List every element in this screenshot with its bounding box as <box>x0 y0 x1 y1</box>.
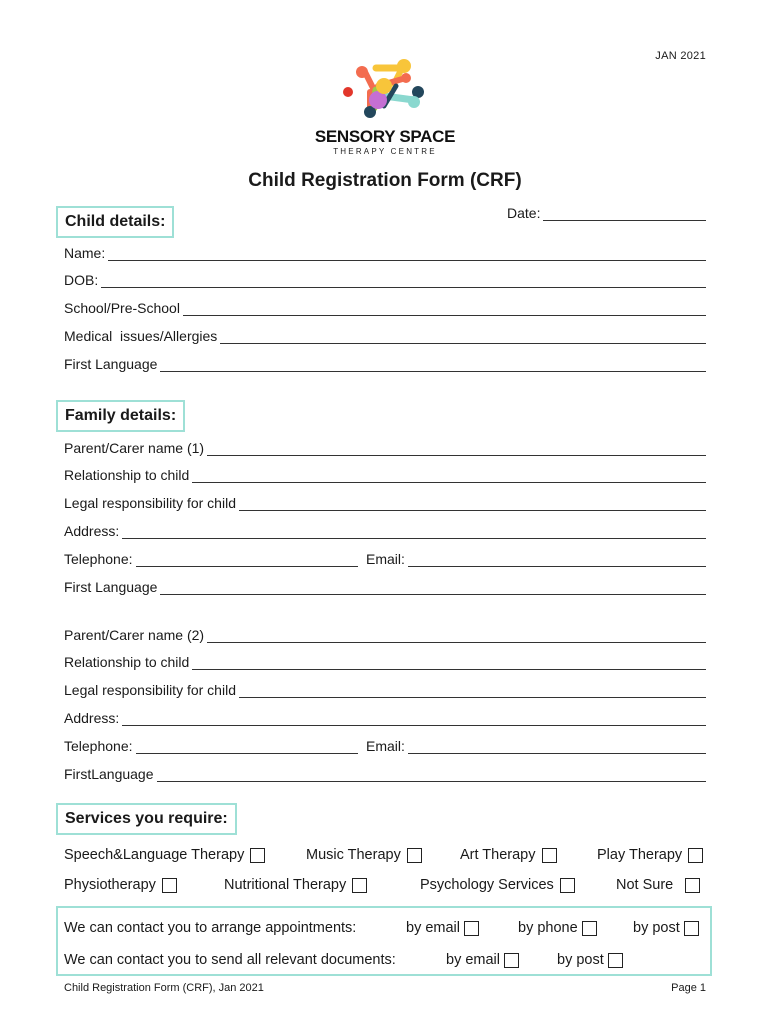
appt-post-checkbox[interactable] <box>684 921 699 936</box>
parent2-email-label: Email: <box>366 738 405 754</box>
child-name-line[interactable] <box>108 246 706 261</box>
parent2-language-label: FirstLanguage <box>64 766 154 782</box>
parent2-address-line[interactable] <box>122 711 706 726</box>
parent1-email-label: Email: <box>366 551 405 567</box>
appt-phone-checkbox[interactable] <box>582 921 597 936</box>
service-art[interactable] <box>460 847 557 863</box>
child-dob-field[interactable] <box>64 270 706 288</box>
service-music[interactable] <box>306 847 422 863</box>
parent1-name-line[interactable] <box>207 441 706 456</box>
parent2-address-field[interactable] <box>64 708 706 726</box>
appt-email-option[interactable] <box>406 920 479 936</box>
service-not-sure-label: Not Sure <box>616 877 674 893</box>
parent1-telephone-label: Telephone: <box>64 551 133 567</box>
contact-appointments-label: We can contact you to arrange appointments: <box>64 920 357 936</box>
child-language-label: First Language <box>64 356 158 372</box>
parent2-name-field[interactable] <box>64 625 706 643</box>
service-nutrition-checkbox[interactable] <box>352 878 367 893</box>
service-not-sure[interactable] <box>616 877 700 893</box>
parent1-telephone-line[interactable] <box>136 552 358 567</box>
docs-post-option[interactable] <box>557 952 623 968</box>
docs-post-label: by post <box>557 952 604 968</box>
child-dob-line[interactable] <box>101 273 706 288</box>
service-psychology[interactable] <box>420 877 575 893</box>
service-physio[interactable] <box>64 877 177 893</box>
parent2-telephone-line[interactable] <box>136 739 358 754</box>
appt-email-label: by email <box>406 920 460 936</box>
parent1-address-field[interactable] <box>64 521 706 539</box>
service-nutrition-label: Nutritional Therapy <box>224 877 347 893</box>
child-medical-line[interactable] <box>220 329 706 344</box>
service-psychology-checkbox[interactable] <box>560 878 575 893</box>
parent1-language-line[interactable] <box>160 580 706 595</box>
parent2-relationship-field[interactable] <box>64 652 706 670</box>
appt-post-option[interactable] <box>633 920 699 936</box>
parent2-relationship-label: Relationship to child <box>64 654 190 670</box>
child-school-label: School/Pre-School <box>64 300 180 316</box>
service-speech-label: Speech&Language Therapy <box>64 847 245 863</box>
service-music-checkbox[interactable] <box>407 848 422 863</box>
service-physio-checkbox[interactable] <box>162 878 177 893</box>
contact-documents-label: We can contact you to send all relevant documents: <box>64 952 396 968</box>
service-art-label: Art Therapy <box>460 847 536 863</box>
parent2-name-line[interactable] <box>207 628 706 643</box>
parent2-relationship-line[interactable] <box>192 655 706 670</box>
date-label: Date: <box>507 205 541 221</box>
date-line[interactable] <box>543 206 706 221</box>
appt-post-label: by post <box>633 920 680 936</box>
parent1-relationship-field[interactable] <box>64 465 706 483</box>
parent2-language-line[interactable] <box>157 767 706 782</box>
child-language-field[interactable] <box>64 354 706 372</box>
parent1-relationship-line[interactable] <box>192 468 706 483</box>
parent2-telephone-label: Telephone: <box>64 738 133 754</box>
brand-name: SENSORY SPACE <box>314 127 456 146</box>
child-school-line[interactable] <box>183 301 706 316</box>
parent2-email-line[interactable] <box>408 739 706 754</box>
docs-email-label: by email <box>446 952 500 968</box>
docs-post-checkbox[interactable] <box>608 953 623 968</box>
service-psychology-label: Psychology Services <box>420 877 554 893</box>
service-physio-label: Physiotherapy <box>64 877 156 893</box>
appt-phone-option[interactable] <box>518 920 597 936</box>
parent1-legal-line[interactable] <box>239 496 706 511</box>
parent2-legal-line[interactable] <box>239 683 706 698</box>
date-field[interactable] <box>507 203 706 221</box>
child-medical-field[interactable] <box>64 326 706 344</box>
parent1-language-field[interactable] <box>64 577 706 595</box>
form-title: Child Registration Form (CRF) <box>248 170 522 191</box>
appt-phone-label: by phone <box>518 920 578 936</box>
parent1-name-field[interactable] <box>64 438 706 456</box>
parent1-email-line[interactable] <box>408 552 706 567</box>
service-art-checkbox[interactable] <box>542 848 557 863</box>
service-not-sure-checkbox[interactable] <box>685 878 700 893</box>
section-family-details: Family details: <box>56 400 185 432</box>
parent2-name-label: Parent/Carer name (2) <box>64 627 205 643</box>
service-speech-checkbox[interactable] <box>250 848 265 863</box>
parent2-telephone-field[interactable] <box>64 736 358 754</box>
service-play[interactable] <box>597 847 703 863</box>
header-date: JAN 2021 <box>655 50 706 62</box>
section-child-details: Child details: <box>56 206 174 238</box>
parent2-address-label: Address: <box>64 710 120 726</box>
service-play-label: Play Therapy <box>597 847 683 863</box>
child-medical-label: Medical issues/Allergies <box>64 328 218 344</box>
parent2-legal-field[interactable] <box>64 680 706 698</box>
parent2-legal-label: Legal responsibility for child <box>64 682 236 698</box>
parent1-language-label: First Language <box>64 579 158 595</box>
child-name-label: Name: <box>64 245 106 261</box>
footer-form-reference: Child Registration Form (CRF), Jan 2021 <box>64 982 264 994</box>
child-school-field[interactable] <box>64 298 706 316</box>
section-services: Services you require: <box>56 803 237 835</box>
docs-email-option[interactable] <box>446 952 519 968</box>
child-dob-label: DOB: <box>64 272 99 288</box>
parent2-email-field[interactable] <box>366 736 706 754</box>
appt-email-checkbox[interactable] <box>464 921 479 936</box>
parent1-legal-field[interactable] <box>64 493 706 511</box>
child-language-line[interactable] <box>160 357 706 372</box>
service-speech[interactable] <box>64 847 265 863</box>
child-name-field[interactable] <box>64 243 706 261</box>
brand-tagline: THERAPY CENTRE <box>333 147 437 156</box>
parent1-telephone-field[interactable] <box>64 549 358 567</box>
service-play-checkbox[interactable] <box>688 848 703 863</box>
parent1-legal-label: Legal responsibility for child <box>64 495 236 511</box>
service-nutrition[interactable] <box>224 877 367 893</box>
service-music-label: Music Therapy <box>306 847 401 863</box>
parent1-address-label: Address: <box>64 523 120 539</box>
docs-email-checkbox[interactable] <box>504 953 519 968</box>
parent1-relationship-label: Relationship to child <box>64 467 190 483</box>
footer-page-number: Page 1 <box>671 982 706 994</box>
parent1-email-field[interactable] <box>366 549 706 567</box>
parent1-address-line[interactable] <box>122 524 706 539</box>
parent2-language-field[interactable] <box>64 764 706 782</box>
parent1-name-label: Parent/Carer name (1) <box>64 440 205 456</box>
